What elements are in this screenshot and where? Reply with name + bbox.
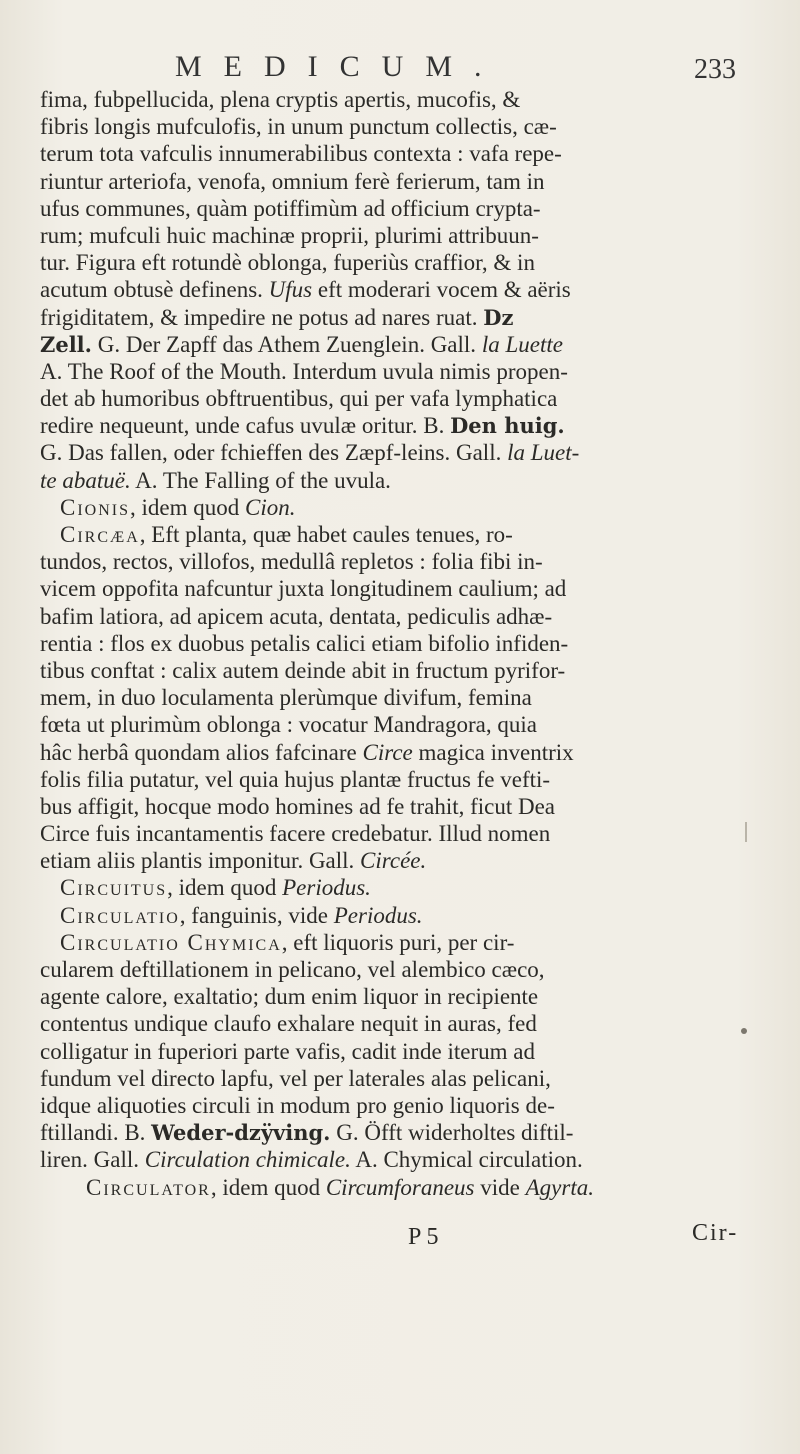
text-line xyxy=(40,684,770,711)
text-run: , idem quod xyxy=(210,1174,326,1200)
text-run: fœta ut plurimùm oblonga : vocatur Mandragora, quia xyxy=(40,712,537,738)
text-run: ftillandi. B. xyxy=(40,1120,152,1146)
headword: Circulatio Chymica xyxy=(60,929,282,955)
text-line xyxy=(40,739,770,766)
text-run: terum tota vafculis innumerabilibus contexta : vafa repe- xyxy=(40,141,562,167)
text-run: tundos, rectos, villofos, medullâ repletos : folia fibi in- xyxy=(40,549,543,575)
text-run: liren. Gall. xyxy=(40,1147,145,1173)
text-run: Circe fuis incantamentis facere credebatur. Illud nomen xyxy=(40,821,551,847)
page-header xyxy=(0,50,800,90)
text-run: rentia : flos ex duobus petalis calici etiam bifolio infiden- xyxy=(40,630,569,656)
text-run: folis filia putatur, vel quia hujus plantæ fructus fe vefti- xyxy=(40,766,551,792)
text-run: etiam aliis plantis imponitur. Gall. xyxy=(40,848,361,874)
headword: Circæa xyxy=(60,522,140,547)
text-line xyxy=(40,1092,770,1119)
text-run: , idem quod xyxy=(130,494,246,520)
dictionary-text xyxy=(40,86,770,1201)
text-run: redire nequeunt, unde cafus uvulæ oritur. B. xyxy=(40,413,451,439)
blackletter-run: Weder-dzÿving. xyxy=(151,1120,331,1146)
text-line xyxy=(40,1038,770,1065)
text-line xyxy=(40,657,770,684)
text-line xyxy=(40,575,770,602)
text-run: G. Öfft widerholtes diftil- xyxy=(330,1120,574,1146)
text-line xyxy=(40,412,770,439)
margin-mark xyxy=(745,822,747,842)
text-line xyxy=(40,1065,770,1092)
italic-run: te abatuë. xyxy=(40,467,131,493)
text-line xyxy=(40,793,770,820)
ink-spot xyxy=(741,1028,747,1034)
text-run: vicem oppofita nafcuntur juxta longitudinem caulium; ad xyxy=(40,576,567,602)
italic-run: Periodus. xyxy=(333,902,423,928)
text-run: A. The Falling of the uvula. xyxy=(130,467,391,493)
text-line xyxy=(40,276,770,303)
text-run: idque aliquoties circuli in modum pro genio liquoris de- xyxy=(40,1092,555,1118)
text-run: bus affigit, hocque modo homines ad fe trahit, ficut Dea xyxy=(40,793,556,819)
blackletter-run: Dz xyxy=(483,304,514,330)
text-line xyxy=(40,385,770,412)
text-run: ufus communes, quàm potiffimùm ad officium crypta- xyxy=(40,195,541,221)
text-line xyxy=(40,113,770,140)
text-run: , fanguinis, vide xyxy=(179,902,334,928)
text-run: contentus undique claufo exhalare nequit in auras, fed xyxy=(40,1011,537,1037)
page-footer xyxy=(0,1220,800,1260)
text-line xyxy=(40,1146,770,1173)
text-run: vide xyxy=(474,1174,526,1200)
text-run: det ab humoribus obftruentibus, qui per vafa lymphatica xyxy=(40,386,558,412)
text-line xyxy=(40,249,770,276)
text-line xyxy=(40,439,770,466)
text-run: cularem deftillationem in pelicano, vel alembico cæco, xyxy=(40,957,545,982)
text-line xyxy=(40,467,770,494)
text-run: tur. Figura eft rotundè oblonga, fuperiùs craffior, & in xyxy=(40,250,535,276)
italic-run: la Luet- xyxy=(507,440,580,466)
text-run: fibris longis mufculofis, in unum punctum collectis, cæ- xyxy=(40,114,557,140)
text-run: , eft liquoris puri, per cir- xyxy=(281,929,515,955)
text-line xyxy=(40,929,770,956)
catchword: Cir- xyxy=(692,1220,739,1246)
page-number: 233 xyxy=(694,54,736,85)
text-line xyxy=(40,222,770,249)
italic-run: Agyrta. xyxy=(525,1174,594,1200)
text-run: rum; mufculi huic machinæ proprii, plurimi attribuun- xyxy=(40,222,539,248)
running-title: MEDICUM. xyxy=(175,50,504,83)
text-run: hâc herbâ quondam alios fafcinare xyxy=(40,739,363,765)
italic-run: Circulation chimicale. xyxy=(144,1147,351,1173)
text-run: mem, in duo loculamenta plerùmque divifum, femina xyxy=(40,685,532,711)
italic-run: la Luette xyxy=(481,331,563,357)
blackletter-run: Zell. xyxy=(40,331,92,357)
text-run: , idem quod xyxy=(167,875,283,901)
text-run: frigiditatem, & impedire ne potus ad nares ruat. xyxy=(40,304,484,330)
text-line xyxy=(40,711,770,738)
text-run: fima, fubpellucida, plena cryptis apertis, mucofis, & xyxy=(40,87,521,112)
text-line xyxy=(40,847,770,874)
italic-run: Cion. xyxy=(245,494,296,520)
text-line xyxy=(40,983,770,1010)
headword: Circuitus xyxy=(60,875,168,901)
text-line xyxy=(40,902,770,929)
text-line xyxy=(40,874,770,901)
headword: Circulator xyxy=(86,1174,211,1200)
text-run: eft moderari vocem & aëris xyxy=(312,277,571,303)
headword: Circulatio xyxy=(60,902,180,928)
text-run: agente calore, exaltatio; dum enim liquor in recipiente xyxy=(40,984,539,1010)
text-run: acutum obtusè definens. xyxy=(40,277,269,303)
text-line xyxy=(40,304,770,331)
headword: Cionis xyxy=(60,494,131,520)
text-run: fundum vel directo lapfu, vel per laterales alas pelicani, xyxy=(40,1065,551,1091)
text-run: tibus conftat : calix autem deinde abit in fructum pyrifor- xyxy=(40,657,566,683)
text-run: colligatur in fuperiori parte vafis, cadit inde iterum ad xyxy=(40,1038,535,1064)
text-line xyxy=(40,331,770,358)
blackletter-run: Den huig. xyxy=(450,413,565,439)
text-line xyxy=(40,1119,770,1146)
text-line xyxy=(40,358,770,385)
text-line xyxy=(40,1010,770,1037)
text-line xyxy=(40,86,770,113)
text-run: , Eft planta, quæ habet caules tenues, ro- xyxy=(139,522,513,547)
text-line xyxy=(40,766,770,793)
text-line xyxy=(40,168,770,195)
text-run: riuntur arteriofa, venofa, omnium ferè ferierum, tam in xyxy=(40,168,545,194)
text-line xyxy=(40,630,770,657)
text-line xyxy=(40,140,770,167)
italic-run: Ufus xyxy=(268,277,313,303)
text-line xyxy=(40,1174,770,1201)
text-run: bafim latiora, ad apicem acuta, dentata, pediculis adhæ- xyxy=(40,603,553,629)
text-line xyxy=(40,195,770,222)
text-run: G. Das fallen, oder fchieffen des Zæpf-leins. Gall. xyxy=(40,440,508,466)
italic-run: Periodus. xyxy=(282,875,371,901)
text-line xyxy=(40,603,770,630)
text-line xyxy=(40,494,770,521)
text-run: magica inventrix xyxy=(412,739,574,765)
italic-run: Circe xyxy=(362,739,413,765)
italic-run: Circumforaneus xyxy=(325,1174,475,1200)
text-line xyxy=(40,820,770,847)
text-line xyxy=(40,548,770,575)
signature-mark: P 5 xyxy=(408,1224,439,1250)
text-line xyxy=(40,521,770,548)
italic-run: Circée. xyxy=(360,848,427,874)
text-run: G. Der Zapff das Athem Zuenglein. Gall. xyxy=(91,331,482,357)
text-run: A. Chymical circulation. xyxy=(350,1147,583,1173)
text-run: A. The Roof of the Mouth. Interdum uvula nimis propen- xyxy=(40,358,568,384)
text-line xyxy=(40,956,770,983)
